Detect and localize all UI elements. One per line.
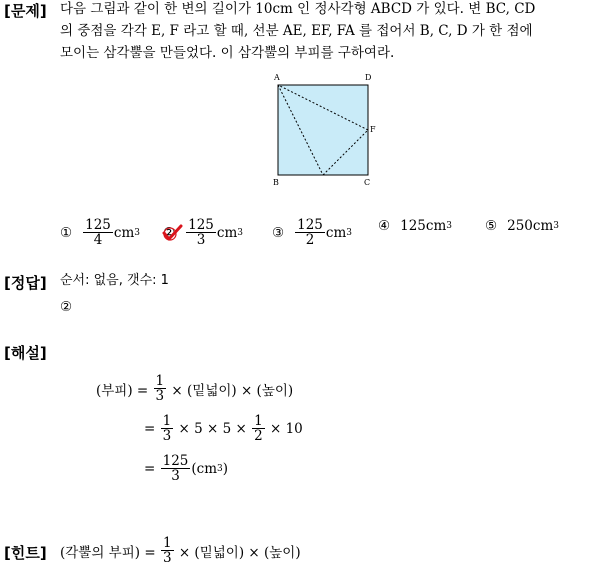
choice-2-mark: ②	[163, 224, 176, 241]
equation-3-den: 3	[171, 468, 180, 485]
equation-3-close: )	[222, 460, 229, 477]
choice-1-mark: ①	[60, 224, 73, 241]
choice-2-exp: 3	[237, 227, 243, 238]
equation-3-unit: (cm	[191, 460, 218, 477]
choice-3-exp: 3	[346, 227, 352, 238]
equation-2-rest: × 10	[269, 420, 303, 437]
hint-label: [힌트]	[4, 544, 47, 562]
choice-3-mark: ③	[272, 224, 285, 241]
equation-1-lhs: (부피) =	[96, 382, 149, 399]
problem-line-3: 모이는 삼각뿔을 만들었다. 이 삼각뿔의 부피를 구하여라.	[60, 45, 395, 61]
hint-lhs: (각뿔의 부피) =	[60, 544, 156, 561]
choice-2-den: 3	[196, 232, 206, 249]
equation-3-exp: 3	[217, 463, 223, 474]
choice-1-num: 125	[85, 217, 111, 233]
choice-4-exp: 3	[446, 221, 452, 231]
choice-2-unit: cm	[216, 224, 238, 241]
problem-line-1: 다음 그림과 같이 한 변의 길이가 10cm 인 정사각형 ABCD 가 있다. 변 BC, CD	[60, 1, 536, 17]
equation-3	[144, 454, 228, 483]
choice-2-num: 125	[188, 217, 214, 233]
choice-3-num: 125	[297, 217, 323, 233]
vertex-label-c: C	[364, 178, 371, 187]
choice-2-fraction	[186, 218, 216, 247]
square-figure	[268, 70, 382, 190]
choice-4-value: 125cm	[400, 218, 447, 234]
choice-2[interactable]	[163, 218, 243, 247]
choice-3-den: 2	[305, 232, 315, 249]
choice-1-fraction	[83, 218, 113, 247]
equation-3-lhs: =	[144, 460, 156, 477]
choice-5[interactable]	[485, 218, 559, 234]
problem-label: [문제]	[4, 2, 47, 20]
vertex-label-d: D	[365, 73, 372, 82]
equation-3-num: 125	[162, 453, 189, 469]
equation-2-mid: × 5 × 5 ×	[178, 420, 247, 437]
point-label-f: F	[370, 125, 376, 134]
choice-3-unit: cm	[325, 224, 347, 241]
equation-2-fraction-2	[252, 414, 265, 443]
equation-2-den-1: 3	[162, 428, 172, 445]
hint-num: 1	[162, 535, 172, 551]
choice-4[interactable]	[378, 218, 452, 234]
equation-2-num-2: 1	[254, 413, 263, 429]
choice-3[interactable]	[272, 218, 352, 247]
answer-line-1: 순서: 없음, 갯수: 1	[60, 273, 169, 288]
choice-5-exp: 3	[553, 221, 559, 231]
choice-3-fraction	[295, 218, 325, 247]
answer-label: [정답]	[4, 274, 47, 292]
choice-1[interactable]	[60, 218, 140, 247]
check-mark-icon	[161, 223, 183, 243]
square-abcd	[278, 85, 368, 175]
choice-4-mark: ④	[378, 218, 391, 234]
vertex-label-b: B	[273, 178, 279, 187]
equation-1-fraction	[154, 374, 167, 403]
hint-den: 3	[162, 550, 172, 567]
choice-1-unit: cm	[113, 224, 135, 241]
choice-5-mark: ⑤	[485, 218, 498, 234]
equation-3-fraction	[161, 454, 191, 483]
answer-line-2: ②	[60, 299, 73, 315]
equation-1	[96, 374, 293, 403]
equation-2-lhs: =	[144, 420, 156, 437]
equation-2-den-2: 2	[254, 428, 263, 445]
hint-rest: × (밑넓이) × (높이)	[178, 544, 301, 561]
equation-2-num-1: 1	[162, 413, 172, 429]
equation-1-den: 3	[155, 388, 165, 405]
equation-2	[144, 414, 303, 443]
choice-1-den: 4	[93, 232, 103, 249]
vertex-label-a: A	[274, 73, 280, 82]
equation-1-num: 1	[155, 373, 165, 389]
explanation-label: [해설]	[4, 344, 47, 362]
choice-5-value: 250cm	[507, 218, 554, 234]
choice-1-exp: 3	[134, 227, 140, 238]
equation-1-rest: × (밑넓이) × (높이)	[171, 382, 294, 399]
hint-formula	[60, 536, 301, 565]
hint-fraction	[161, 536, 174, 565]
problem-line-2: 의 중점을 각각 E, F 라고 할 때, 선분 AE, EF, FA 를 접어서 B, C, D 가 한 점에	[60, 23, 533, 39]
equation-2-fraction-1	[161, 414, 174, 443]
